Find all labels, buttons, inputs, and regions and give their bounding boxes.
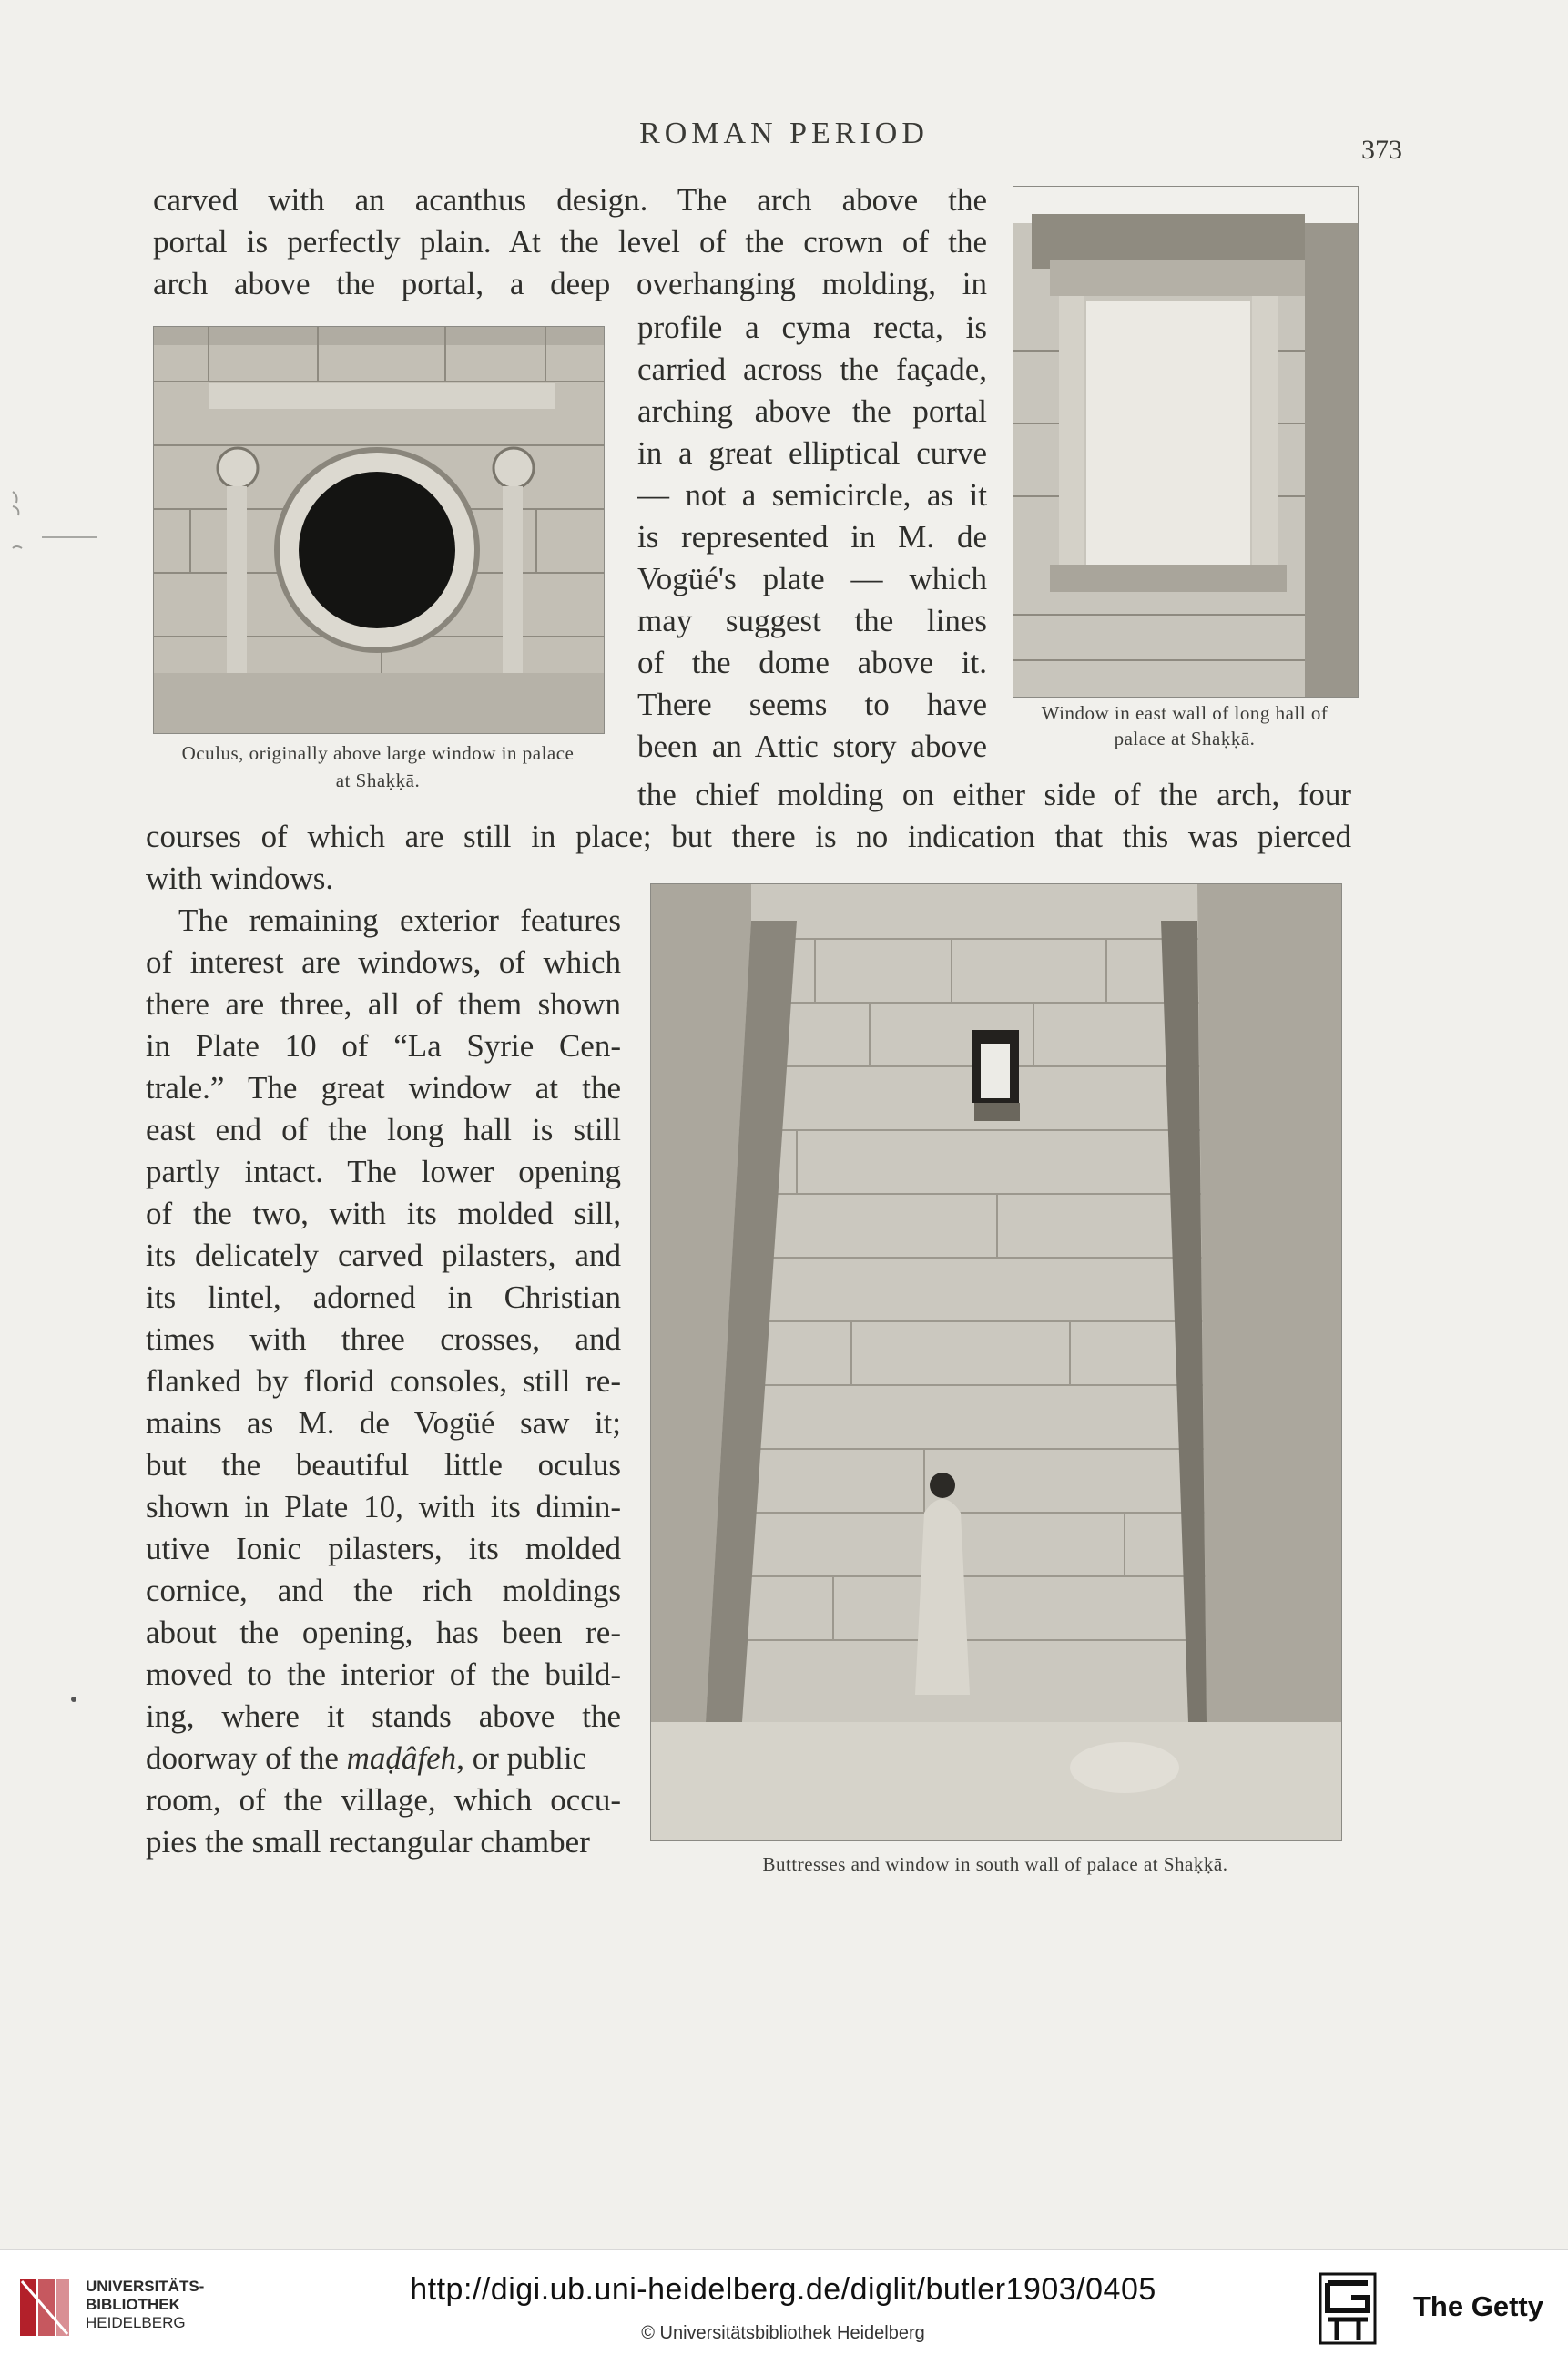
body-line: portal is perfectly plain. At the level of the crown of the [153,224,987,260]
body-line: times with three crosses, and [146,1321,621,1357]
partner-name: The Getty [1413,2290,1543,2322]
page-number: 373 [1361,135,1402,165]
body-line: its delicately carved pilasters, and [146,1238,621,1273]
library-name-line2: BIBLIOTHEK [86,2296,180,2313]
body-line: ing, where it stands above the [146,1698,621,1734]
library-name-line1: UNIVERSITÄTS- [86,2278,205,2295]
east-window-image-icon [1013,187,1358,697]
getty-logo-icon [1319,2270,1377,2347]
running-title: ROMAN PERIOD [639,117,929,150]
stray-ink-dot [71,1697,76,1702]
body-line: in Plate 10 of “La Syrie Cen- [146,1028,621,1064]
margin-pencil-mark-icon [5,474,106,583]
body-line: The remaining exterior features [178,902,621,938]
body-line [146,1738,621,1779]
body-line: of the dome above it. [637,645,987,680]
body-line: pies the small rectangular chamber [146,1824,590,1860]
body-line: but the beautiful little oculus [146,1447,621,1483]
oculus-image-icon [154,327,604,733]
body-line: east end of the long hall is still [146,1112,621,1147]
body-line: its lintel, adorned in Christian [146,1279,621,1315]
digitization-footer [0,2249,1568,2365]
body-line-end: , or public [456,1740,587,1776]
body-line: courses of which are still in place; but there is no indication that this was pierced [146,819,1351,854]
body-line: there are three, all of them shown [146,986,621,1022]
body-line: is represented in M. de [637,519,987,555]
body-line: partly intact. The lower opening [146,1154,621,1189]
body-line: flanked by florid consoles, still re- [146,1363,621,1399]
east-window-photo [1013,186,1359,698]
body-line: arch above the portal, a deep overhanging molding, in [153,266,987,301]
body-line: carried across the façade, [637,352,987,387]
body-line: arching above the portal [637,393,987,429]
oculus-caption-line2: at Shaḳḳā. [335,770,421,791]
body-line: cornice, and the rich moldings [146,1573,621,1608]
copyright-notice: © Universitätsbibliothek Heidelberg [641,2323,925,2343]
body-line: of the two, with its molded sill, [146,1196,621,1231]
body-line: — not a semicircle, as it [637,477,987,513]
italic-term: maḍâfeh [346,1740,457,1776]
east-window-caption-line2: palace at Shaḳḳā. [1114,728,1256,749]
body-line: Vogüé's plate — which [637,561,987,596]
body-line: mains as M. de Vogüé saw it; [146,1405,621,1441]
universitaetsbibliothek-logo-icon [16,2270,73,2343]
body-line: of interest are windows, of which [146,944,621,980]
body-line: There seems to have [637,687,987,722]
south-wall-caption: Buttresses and window in south wall of palace at Shaḳḳā. [762,1853,1228,1875]
body-line: utive Ionic pilasters, its molded [146,1531,621,1566]
oculus-photo [153,326,605,734]
body-line: shown in Plate 10, with its dimin- [146,1489,621,1524]
oculus-caption-line1: Oculus, originally above large window in palace [181,742,575,764]
body-line-start: doorway of the [146,1740,339,1776]
library-name [86,2278,204,2332]
body-line: carved with an acanthus design. The arch above the [153,182,987,218]
east-window-caption-line1: Window in east wall of long hall of [1041,702,1329,724]
south-wall-photo [650,883,1342,1841]
library-name-line3: HEIDELBERG [86,2314,186,2331]
body-line: with windows. [146,861,334,896]
permalink-url[interactable]: http://digi.ub.uni-heidelberg.de/diglit/butler1903/0405 [410,2272,1156,2307]
body-line: room, of the village, which occu- [146,1782,621,1818]
body-line: profile a cyma recta, is [637,310,987,345]
body-line: trale.” The great window at the [146,1070,621,1106]
body-line: the chief molding on either side of the arch, four [637,777,1351,812]
body-line: about the opening, has been re- [146,1615,621,1650]
body-line: moved to the interior of the build- [146,1657,621,1692]
south-wall-image-icon [651,884,1341,1840]
body-line: may suggest the lines [637,603,987,638]
body-line: in a great elliptical curve [637,435,987,471]
body-line: been an Attic story above [637,729,987,764]
